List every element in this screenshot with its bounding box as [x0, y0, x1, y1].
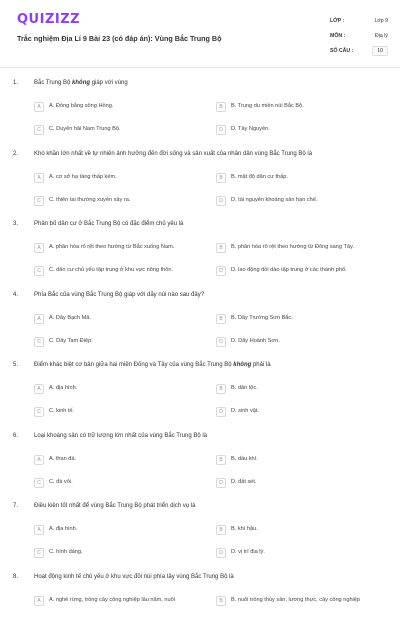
option-text: C. kinh tế.: [49, 408, 75, 414]
option-letter-badge: D: [216, 337, 226, 347]
option-letter-badge: B: [216, 596, 226, 606]
option-b[interactable]: [216, 315, 293, 324]
option-text: B. dầu khí.: [231, 455, 258, 462]
option-letter-badge: C: [34, 196, 44, 206]
option-b[interactable]: [216, 597, 381, 606]
option-text: D. Tây Nguyên.: [231, 126, 270, 132]
option-letter-badge: C: [34, 125, 44, 135]
option-letter-badge: B: [216, 173, 226, 183]
question-text-end: phải là: [251, 362, 271, 368]
option-letter-badge: A: [34, 243, 44, 253]
option-c[interactable]: [34, 267, 173, 276]
option-d[interactable]: [216, 126, 270, 135]
meta-subject: [330, 28, 388, 43]
question-text: [34, 151, 374, 157]
question-text-start: Bắc Trung Bộ: [34, 80, 73, 86]
meta-count-value: 10: [372, 46, 388, 56]
question-4: [0, 292, 400, 352]
question-number: 8.: [13, 573, 19, 580]
option-text: C. hình dáng.: [49, 549, 83, 555]
option-text: A. than đá.: [49, 455, 77, 462]
option-a[interactable]: [34, 385, 77, 394]
option-a[interactable]: [34, 526, 77, 535]
option-d[interactable]: [216, 267, 347, 276]
option-text: D. lao động dồi dào tập trung ở các thành phố.: [231, 267, 347, 273]
option-text: B. khí hậu.: [231, 526, 258, 532]
question-number: 4.: [13, 291, 19, 298]
question-text-emphasis: không: [233, 362, 252, 368]
option-d[interactable]: [216, 479, 257, 488]
meta-subject-label: MÔN :: [330, 32, 346, 39]
option-text: A. địa hình.: [49, 526, 78, 532]
meta-count-label: SỐ CÂU :: [330, 47, 354, 54]
question-text: [34, 362, 374, 368]
option-text: B. Dãy Trường Sơn Bắc.: [231, 314, 293, 321]
question-text-start: Phía Bắc của vùng Bắc Trung Bộ giáp với dãy núi nào sau đây?: [34, 291, 205, 298]
option-b[interactable]: [216, 244, 354, 253]
option-b[interactable]: [216, 174, 288, 183]
option-letter-badge: C: [34, 548, 44, 558]
question-text-start: Loại khoáng sản có trữ lượng lớn nhất của vùng Bắc Trung Bộ là: [34, 432, 208, 439]
option-letter-badge: D: [216, 407, 226, 417]
option-letter-badge: D: [216, 478, 226, 488]
option-text: B. nuôi trồng thủy sản, lương thực, cây công nghiệp: [231, 596, 361, 603]
option-letter-badge: A: [34, 314, 44, 324]
option-b[interactable]: [216, 456, 258, 465]
option-letter-badge: A: [34, 596, 44, 606]
option-letter-badge: C: [34, 266, 44, 276]
option-text: D. Dãy Hoành Sơn.: [231, 337, 280, 344]
option-text: D. vị trí địa lý.: [231, 549, 265, 555]
question-2: [0, 151, 400, 211]
question-text-start: Hoạt động kinh tế chủ yếu ở khu vực đồi núi phía tây vùng Bắc Trung Bộ là: [34, 573, 234, 580]
meta-grade-value: Lớp 9: [374, 17, 388, 24]
option-text: C. Duyên hải Nam Trung Bộ.: [49, 126, 121, 132]
question-number: 5.: [13, 362, 19, 368]
option-letter-badge: D: [216, 548, 226, 558]
quiz-header: [0, 0, 400, 68]
option-letter-badge: D: [216, 196, 226, 206]
question-text: [34, 503, 374, 509]
option-b[interactable]: [216, 526, 258, 535]
question-number: 6.: [13, 432, 19, 439]
option-letter-badge: B: [216, 243, 226, 253]
question-3: [0, 221, 400, 281]
meta-subject-value: Địa lý: [375, 32, 388, 39]
option-letter-badge: A: [34, 173, 44, 183]
option-text: B. phân hóa rõ rệt theo hướng từ Đông sang Tây.: [231, 244, 354, 250]
question-text-start: Điều kiện tốt nhất để vùng Bắc Trung Bộ phát triển dịch vụ là: [34, 503, 196, 509]
option-text: A. cơ sở hạ tầng thấp kém.: [49, 173, 117, 180]
option-text: A. Đồng bằng sông Hồng.: [49, 103, 114, 109]
meta-grade: [330, 13, 388, 28]
option-d[interactable]: [216, 549, 265, 558]
question-number: 2.: [13, 150, 19, 157]
option-c[interactable]: [34, 549, 83, 558]
option-letter-badge: C: [34, 407, 44, 417]
quiz-title: Trắc nghiệm Địa Lí 9 Bài 23 (có đáp án): Vùng Bắc Trung Bộ: [17, 34, 222, 43]
option-text: C. đá vôi.: [49, 478, 73, 485]
option-letter-badge: A: [34, 525, 44, 535]
option-text: B. dân tộc.: [231, 385, 258, 391]
option-text: B. mật độ dân cư thấp.: [231, 173, 288, 180]
option-text: A. địa hình.: [49, 385, 78, 391]
option-c[interactable]: [34, 408, 74, 417]
question-text-start: Điểm khác biệt cơ bản giữa hai miền Đông và Tây của vùng Bắc Trung Bộ: [34, 362, 234, 368]
question-number: 7.: [13, 503, 19, 509]
option-letter-badge: C: [34, 478, 44, 488]
option-c[interactable]: [34, 126, 121, 135]
option-letter-badge: A: [34, 455, 44, 465]
option-c[interactable]: [34, 197, 130, 206]
option-b[interactable]: [216, 385, 258, 394]
question-8: [0, 574, 400, 634]
option-text: C. dân cư chủ yếu tập trung ở khu vực nông thôn.: [49, 267, 174, 273]
option-letter-badge: D: [216, 125, 226, 135]
option-letter-badge: B: [216, 314, 226, 324]
question-text-emphasis: không: [72, 80, 91, 86]
option-text: D. tài nguyên khoáng sản hạn chế.: [231, 196, 318, 203]
option-c[interactable]: [34, 338, 93, 347]
option-d[interactable]: [216, 338, 280, 347]
quiz-meta: [330, 13, 388, 58]
question-text-start: Phân bố dân cư ở Bắc Trung Bộ có đặc điểm chủ yếu là: [34, 221, 184, 227]
option-text: B. Trung du miền núi Bắc Bộ.: [231, 103, 304, 109]
question-text-end: giáp với vùng: [90, 80, 128, 86]
option-c[interactable]: [34, 479, 73, 488]
meta-grade-label: LỚP :: [330, 17, 345, 24]
question-6: [0, 433, 400, 493]
quizizz-logo[interactable]: QUIZIZZ: [17, 12, 81, 27]
option-text: C. Dãy Tam Điệp.: [49, 337, 93, 344]
option-text: A. Dãy Bạch Mã.: [49, 314, 91, 321]
option-a[interactable]: [34, 103, 113, 112]
option-d[interactable]: [216, 197, 317, 206]
question-text-start: Khó khăn lớn nhất về tự nhiên ảnh hưởng đến đời sống và sản xuất của nhân dân vùng Bắc Trung Bộ là: [34, 150, 313, 157]
option-text: C. thiên tai thường xuyên xảy ra.: [49, 196, 131, 203]
question-7: [0, 503, 400, 563]
option-text: D. đất sét.: [231, 478, 257, 485]
option-letter-badge: A: [34, 384, 44, 394]
option-letter-badge: A: [34, 102, 44, 112]
question-text: [34, 221, 374, 227]
question-number: 3.: [13, 221, 19, 227]
option-text: A. phân hóa rõ rệt theo hướng từ Bắc xuống Nam.: [49, 244, 175, 250]
option-text: A. nghề rừng, trồng cây công nghiệp lâu năm, nuôi: [49, 596, 175, 603]
option-d[interactable]: [216, 408, 259, 417]
question-1: [0, 80, 400, 140]
question-5: [0, 362, 400, 422]
option-a[interactable]: [34, 597, 199, 606]
option-letter-badge: B: [216, 455, 226, 465]
option-b[interactable]: [216, 103, 304, 112]
option-letter-badge: C: [34, 337, 44, 347]
option-letter-badge: D: [216, 266, 226, 276]
option-a[interactable]: [34, 315, 91, 324]
option-text: D. sinh vật.: [231, 408, 259, 414]
question-text: [34, 80, 374, 86]
option-letter-badge: B: [216, 525, 226, 535]
meta-count: [330, 43, 388, 58]
question-text: [34, 433, 374, 439]
option-letter-badge: B: [216, 384, 226, 394]
option-a[interactable]: [34, 456, 76, 465]
option-a[interactable]: [34, 244, 174, 253]
question-text: [34, 292, 374, 298]
option-a[interactable]: [34, 174, 117, 183]
question-text: [34, 574, 374, 580]
question-number: 1.: [13, 80, 19, 86]
option-letter-badge: B: [216, 102, 226, 112]
